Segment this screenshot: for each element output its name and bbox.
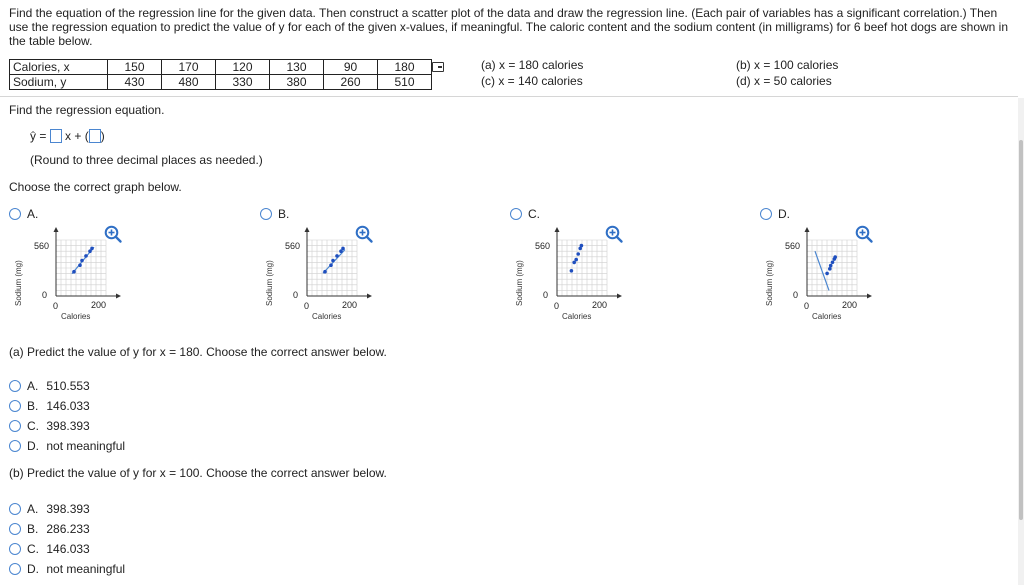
data-point xyxy=(323,270,327,274)
regression-equation xyxy=(30,129,105,143)
data-point xyxy=(72,270,76,274)
radio-button[interactable] xyxy=(510,208,522,220)
zoom-in-icon[interactable] xyxy=(104,225,122,243)
y-axis-label: Sodium (mg) xyxy=(14,260,23,306)
part-b-option-a[interactable]: A. 398.393 xyxy=(9,501,90,517)
table-row-y xyxy=(10,75,432,90)
y-axis-arrow xyxy=(305,227,310,232)
graph-option-letter: A. xyxy=(27,207,39,221)
regression-prompt: Find the regression equation. xyxy=(9,103,165,117)
data-point xyxy=(574,258,578,262)
part-b-option-b[interactable]: B. 286.233 xyxy=(9,521,90,537)
part-a-option-c[interactable]: C. 398.393 xyxy=(9,418,90,434)
x-tick-label: 0 xyxy=(554,301,560,311)
data-point xyxy=(580,244,584,248)
data-point xyxy=(825,272,829,276)
scrollbar-thumb[interactable] xyxy=(1019,140,1023,520)
scatter-graph xyxy=(510,223,630,323)
data-point xyxy=(84,254,88,258)
data-point xyxy=(78,263,82,267)
y-tick-label: 560 xyxy=(535,241,551,251)
radio-button[interactable] xyxy=(760,208,772,220)
scatter-graph xyxy=(260,223,380,323)
data-point xyxy=(576,252,580,256)
intercept-input[interactable] xyxy=(89,129,101,143)
radio-button[interactable] xyxy=(9,420,21,432)
divider xyxy=(0,96,1018,97)
part-b-option-d[interactable]: D. not meaningful xyxy=(9,561,125,577)
copy-table-icon[interactable] xyxy=(432,62,444,72)
radio-button[interactable] xyxy=(9,208,21,220)
open-paren: ( xyxy=(84,129,89,143)
data-point xyxy=(828,267,832,271)
zoom-in-icon[interactable] xyxy=(605,225,623,243)
graph-option-letter: D. xyxy=(778,207,790,221)
radio-button[interactable] xyxy=(9,503,21,515)
table-cell: 90 xyxy=(324,60,378,75)
table-cell: 130 xyxy=(270,60,324,75)
part-a-option-b[interactable]: B. 146.033 xyxy=(9,398,90,414)
part-a-prompt: (a) Predict the value of y for x = 180. Choose the correct answer below. xyxy=(9,345,387,359)
table-cell: 480 xyxy=(162,75,216,90)
radio-button[interactable] xyxy=(260,208,272,220)
radio-button[interactable] xyxy=(9,440,21,452)
x-value-d: (d) x = 50 calories xyxy=(736,74,832,88)
x-axis-label: Calories xyxy=(812,312,842,321)
graph-option-letter: B. xyxy=(278,207,290,221)
table-cell: 150 xyxy=(108,60,162,75)
x-tick-label: 200 xyxy=(592,300,608,310)
x-axis-label: Calories xyxy=(61,312,91,321)
table-cell: 170 xyxy=(162,60,216,75)
graph-option-b[interactable] xyxy=(260,206,289,222)
graph-prompt: Choose the correct graph below. xyxy=(9,180,182,194)
x-plus-label: x + xyxy=(65,129,82,143)
x-axis-label: Calories xyxy=(562,312,592,321)
graph-option-letter: C. xyxy=(528,207,540,221)
part-b-option-c[interactable]: C. 146.033 xyxy=(9,541,90,557)
problem-statement: Find the equation of the regression line for the given data. Then construct a scatter plot of the data and draw the regression line. (Each pair of variables has a significant correlation.) Then use the regression equation to predict the value of y for each of the given x-values, if meaningful. The caloric content and the sodium content (in milligrams) for 6 beef hot dogs are shown in the table below. xyxy=(9,6,1009,48)
x-tick-label: 0 xyxy=(53,301,59,311)
data-table xyxy=(9,59,432,90)
x-axis-arrow xyxy=(116,294,121,299)
x-tick-label: 0 xyxy=(804,301,810,311)
radio-button[interactable] xyxy=(9,400,21,412)
table-row-x xyxy=(10,60,432,75)
data-point xyxy=(331,259,335,263)
x-tick-label: 200 xyxy=(842,300,858,310)
y-axis-arrow xyxy=(555,227,560,232)
radio-button[interactable] xyxy=(9,523,21,535)
y-tick-label: 0 xyxy=(543,290,549,300)
data-point xyxy=(80,259,84,263)
x-value-c: (c) x = 140 calories xyxy=(481,74,583,88)
zoom-in-icon[interactable] xyxy=(355,225,373,243)
y-axis-arrow xyxy=(805,227,810,232)
x-axis-arrow xyxy=(867,294,872,299)
radio-button[interactable] xyxy=(9,543,21,555)
y-axis-label: Sodium (mg) xyxy=(765,260,774,306)
x-tick-label: 0 xyxy=(304,301,310,311)
table-cell: 260 xyxy=(324,75,378,90)
table-header-y: Sodium, y xyxy=(10,75,108,90)
x-axis-arrow xyxy=(367,294,372,299)
data-point xyxy=(831,261,835,265)
data-point xyxy=(829,264,833,268)
part-a-option-d[interactable]: D. not meaningful xyxy=(9,438,125,454)
graph-option-d[interactable] xyxy=(760,206,790,222)
data-point xyxy=(329,263,333,267)
y-tick-label: 0 xyxy=(293,290,299,300)
part-b-prompt: (b) Predict the value of y for x = 100. Choose the correct answer below. xyxy=(9,466,387,480)
x-axis-label: Calories xyxy=(312,312,342,321)
y-axis-label: Sodium (mg) xyxy=(515,260,524,306)
y-axis-arrow xyxy=(54,227,59,232)
x-value-b: (b) x = 100 calories xyxy=(736,58,839,72)
data-point xyxy=(90,247,94,251)
radio-button[interactable] xyxy=(9,563,21,575)
table-cell: 510 xyxy=(378,75,432,90)
scatter-graph xyxy=(760,223,880,323)
x-tick-label: 200 xyxy=(91,300,107,310)
radio-button[interactable] xyxy=(9,380,21,392)
data-point xyxy=(570,269,574,273)
table-cell: 430 xyxy=(108,75,162,90)
data-point xyxy=(833,255,837,259)
slope-input[interactable] xyxy=(50,129,62,143)
graph-option-c[interactable] xyxy=(510,206,540,222)
table-cell: 380 xyxy=(270,75,324,90)
y-tick-label: 560 xyxy=(34,241,50,251)
table-header-x: Calories, x xyxy=(10,60,108,75)
data-point xyxy=(341,247,345,251)
x-axis-arrow xyxy=(617,294,622,299)
x-tick-label: 200 xyxy=(342,300,358,310)
yhat-label: ŷ = xyxy=(30,129,47,143)
rounding-note: (Round to three decimal places as needed.) xyxy=(30,153,263,167)
table-cell: 330 xyxy=(216,75,270,90)
y-axis-label: Sodium (mg) xyxy=(265,260,274,306)
table-cell: 120 xyxy=(216,60,270,75)
scatter-graph xyxy=(9,223,129,323)
y-tick-label: 560 xyxy=(285,241,301,251)
part-a-option-a[interactable]: A. 510.553 xyxy=(9,378,90,394)
close-paren: ) xyxy=(100,129,105,143)
table-cell: 180 xyxy=(378,60,432,75)
y-tick-label: 0 xyxy=(42,290,48,300)
data-point xyxy=(335,254,339,258)
zoom-in-icon[interactable] xyxy=(855,225,873,243)
y-tick-label: 0 xyxy=(793,290,799,300)
x-value-a: (a) x = 180 calories xyxy=(481,58,584,72)
graph-option-a[interactable] xyxy=(9,206,38,222)
y-tick-label: 560 xyxy=(785,241,801,251)
